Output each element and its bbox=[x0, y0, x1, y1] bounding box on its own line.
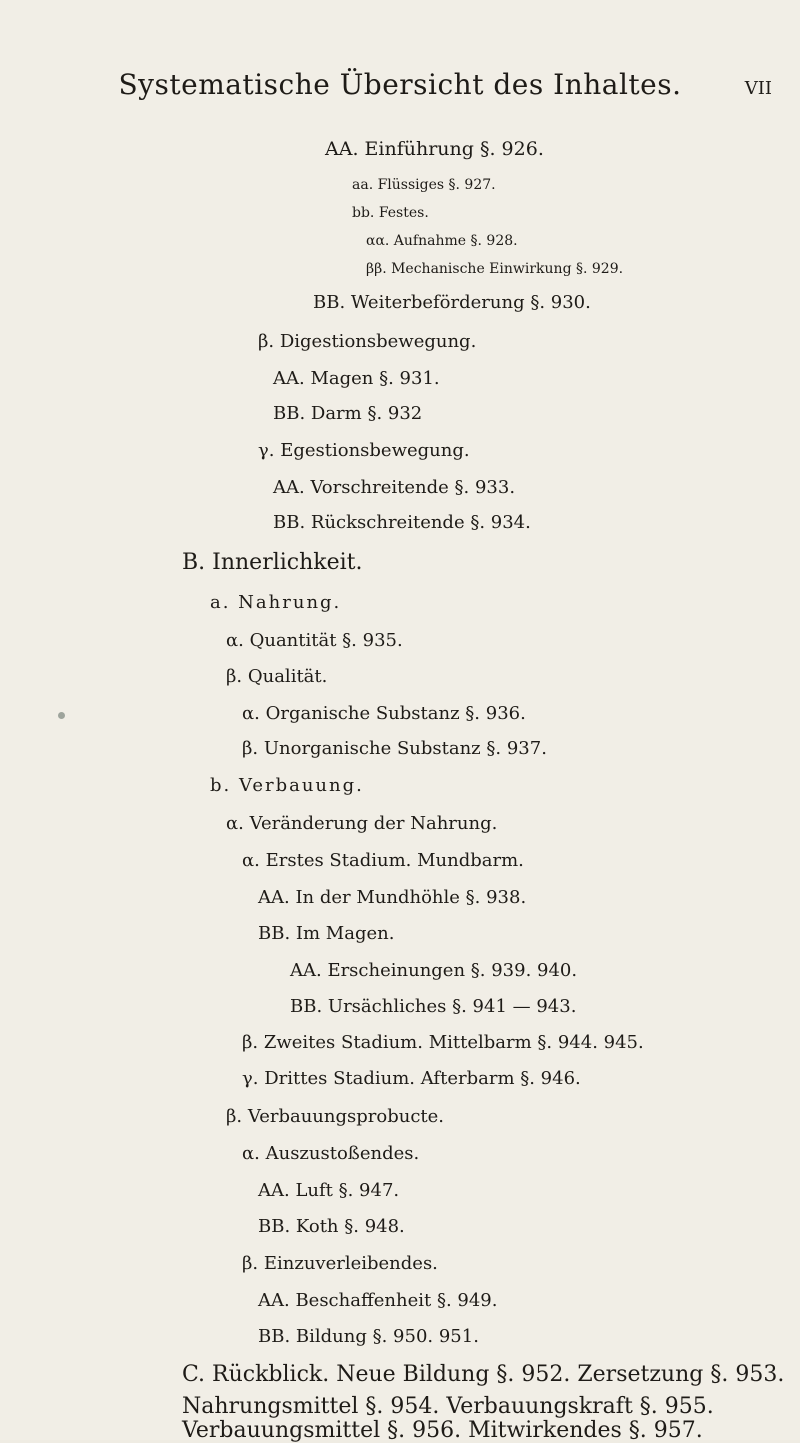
toc-entry: α. Auszustoßendes. bbox=[242, 1143, 420, 1164]
toc-entry: β. Digestionsbewegung. bbox=[258, 331, 477, 352]
paper-stain bbox=[58, 712, 65, 719]
toc-entry: ΑΑ. Erscheinungen §. 939. 940. bbox=[290, 960, 578, 981]
toc-entry: AA. Vorschreitende §. 933. bbox=[273, 477, 516, 498]
toc-entry: ΑΑ. Einführung §. 926. bbox=[325, 138, 544, 160]
toc-entry: β. Unorganische Substanz §. 937. bbox=[242, 738, 547, 759]
toc-entry: BB. Im Magen. bbox=[258, 923, 395, 944]
toc-entry: β. Einzuverleibendes. bbox=[242, 1253, 438, 1274]
page-number: VII bbox=[744, 78, 772, 99]
toc-entry: C. Rückblick. Neue Bildung §. 952. Zersetzung §. 953. bbox=[182, 1362, 785, 1387]
toc-entry: α. Quantität §. 935. bbox=[226, 630, 403, 651]
toc-entry: Verbauungsmittel §. 956. Mitwirkendes §. 957. bbox=[182, 1418, 703, 1443]
toc-entry: ΒΒ. Weiterbeförderung §. 930. bbox=[313, 292, 591, 313]
page-header bbox=[0, 68, 800, 108]
toc-entry: ΒΒ. Ursächliches §. 941 — 943. bbox=[290, 996, 577, 1017]
toc-entry: Nahrungsmittel §. 954. Verbauungskraft §. 955. bbox=[182, 1394, 714, 1419]
toc-entry: AA. Luft §. 947. bbox=[258, 1180, 400, 1201]
toc-entry: ββ. Mechanische Einwirkung §. 929. bbox=[366, 261, 624, 277]
toc-entry: γ. Egestionsbewegung. bbox=[258, 440, 470, 461]
toc-entry: bb. Festes. bbox=[352, 205, 429, 221]
toc-entry: AA. Magen §. 931. bbox=[273, 368, 440, 389]
toc-entry: BB. Bildung §. 950. 951. bbox=[258, 1326, 479, 1347]
toc-entry: aa. Flüssiges §. 927. bbox=[352, 177, 496, 193]
toc-entry: α. Veränderung der Nahrung. bbox=[226, 813, 498, 834]
toc-entry: β. Zweites Stadium. Mittelbarm §. 944. 945. bbox=[242, 1032, 644, 1053]
toc-entry: α. Organische Substanz §. 936. bbox=[242, 703, 526, 724]
toc-entry: β. Qualität. bbox=[226, 666, 328, 687]
toc-entry: β. Verbauungsprobucte. bbox=[226, 1106, 445, 1127]
toc-entry: BB. Rückschreitende §. 934. bbox=[273, 512, 531, 533]
toc-entry: AA. Beschaffenheit §. 949. bbox=[258, 1290, 498, 1311]
toc-entry: γ. Drittes Stadium. Afterbarm §. 946. bbox=[242, 1068, 581, 1089]
toc-entry: a. Nahrung. bbox=[210, 592, 342, 613]
toc-entry: b. Verbauung. bbox=[210, 775, 364, 796]
toc-entry: BB. Koth §. 948. bbox=[258, 1216, 405, 1237]
toc-entry: α. Erstes Stadium. Mundbarm. bbox=[242, 850, 524, 871]
toc-entry: BB. Darm §. 932 bbox=[273, 403, 423, 424]
toc-entry: AA. In der Mundhöhle §. 938. bbox=[258, 887, 527, 908]
toc-entry: αα. Aufnahme §. 928. bbox=[366, 233, 518, 249]
section-heading: B. Innerlichkeit. bbox=[182, 550, 363, 575]
running-title: Systematische Übersicht des Inhaltes. bbox=[118, 68, 682, 101]
